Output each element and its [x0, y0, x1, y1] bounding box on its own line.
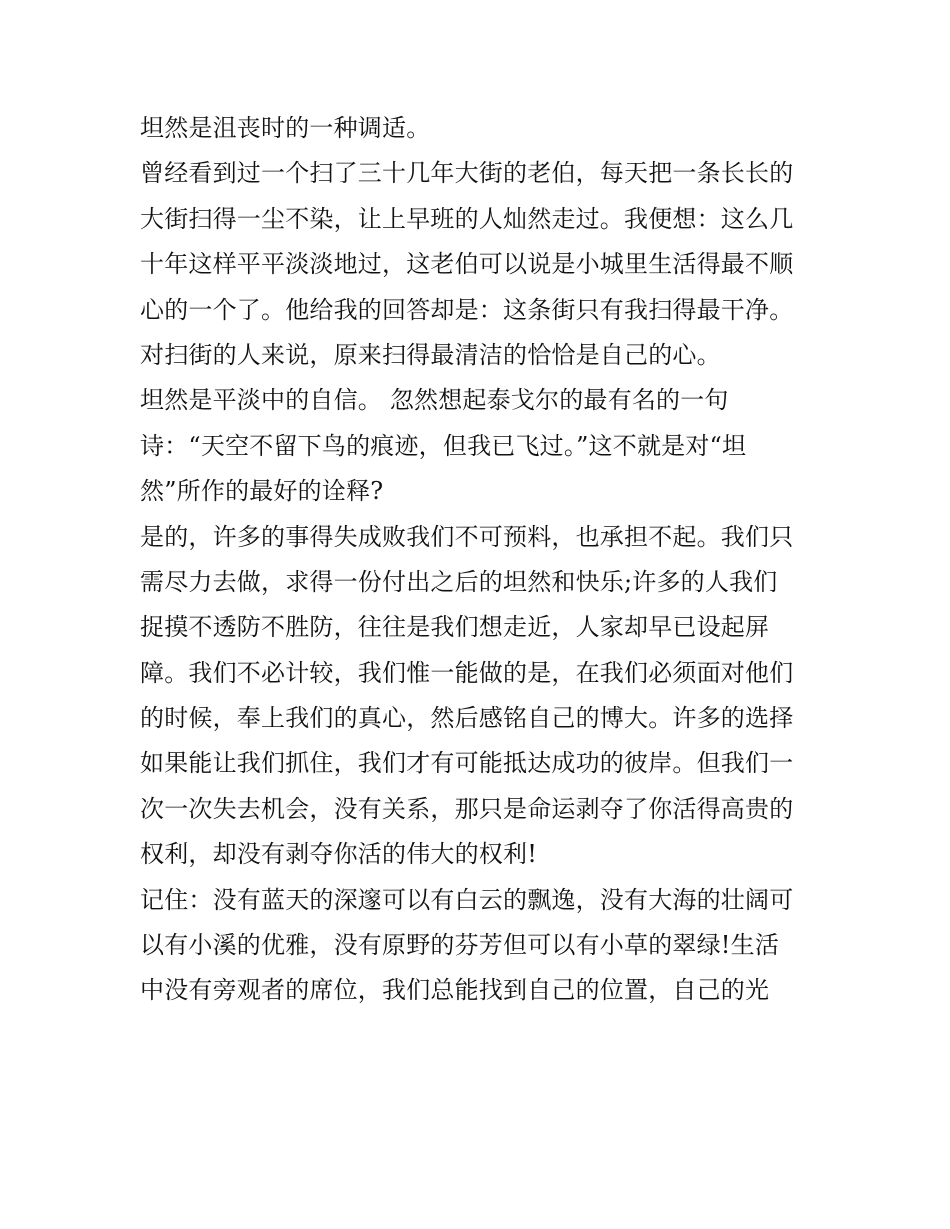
text-line: 的时候，奉上我们的真心，然后感铭自己的博大。许多的选择: [140, 704, 794, 733]
text-line: 障。我们不必计较，我们惟一能做的是，在我们必须面对他们: [140, 658, 794, 687]
text-line: 次一次失去机会，没有关系，那只是命运剥夺了你活得高贵的: [140, 794, 794, 823]
text-line: 坦然是沮丧时的一种调适。: [140, 114, 431, 142]
text-line: 心的一个了。他给我的回答却是：这条街只有我扫得最干净。: [140, 295, 794, 324]
text-line: 权利，却没有剥夺你活的伟大的权利!: [140, 840, 538, 869]
text-line: 然”所作的最好的诠释?: [140, 477, 384, 506]
text-line: 中没有旁观者的席位，我们总能找到自己的位置，自己的光: [140, 976, 770, 1005]
text-line: 大街扫得一尘不染，让上早班的人灿然走过。我便想：这么几: [140, 204, 794, 233]
text-line: 需尽力去做，求得一份付出之后的坦然和快乐;许多的人我们: [140, 567, 778, 596]
text-line: 十年这样平平淡淡地过，这老伯可以说是小城里生活得最不顺: [140, 250, 794, 279]
document-body: [140, 106, 820, 1014]
text-line: 曾经看到过一个扫了三十几年大街的老伯，每天把一条长长的: [140, 159, 794, 188]
text-line: 记住：没有蓝天的深邃可以有白云的飘逸，没有大海的壮阔可: [140, 885, 794, 914]
text-line: 坦然是平淡中的自信。 忽然想起泰戈尔的最有名的一句: [140, 386, 729, 415]
text-line: 以有小溪的优雅，没有原野的芬芳但可以有小草的翠绿!生活: [140, 931, 780, 960]
text-line: 对扫街的人来说，原来扫得最清洁的恰恰是自己的心。: [140, 340, 721, 369]
text-line: 诗：“天空不留下鸟的痕迹，但我已飞过。”这不就是对“坦: [140, 431, 747, 460]
text-line: 捉摸不透防不胜防，往往是我们想走近，人家却早已设起屏: [140, 613, 770, 642]
text-line: 如果能让我们抓住，我们才有可能抵达成功的彼岸。但我们一: [140, 749, 794, 778]
text-line: 是的，许多的事得失成败我们不可预料，也承担不起。我们只: [140, 522, 794, 551]
